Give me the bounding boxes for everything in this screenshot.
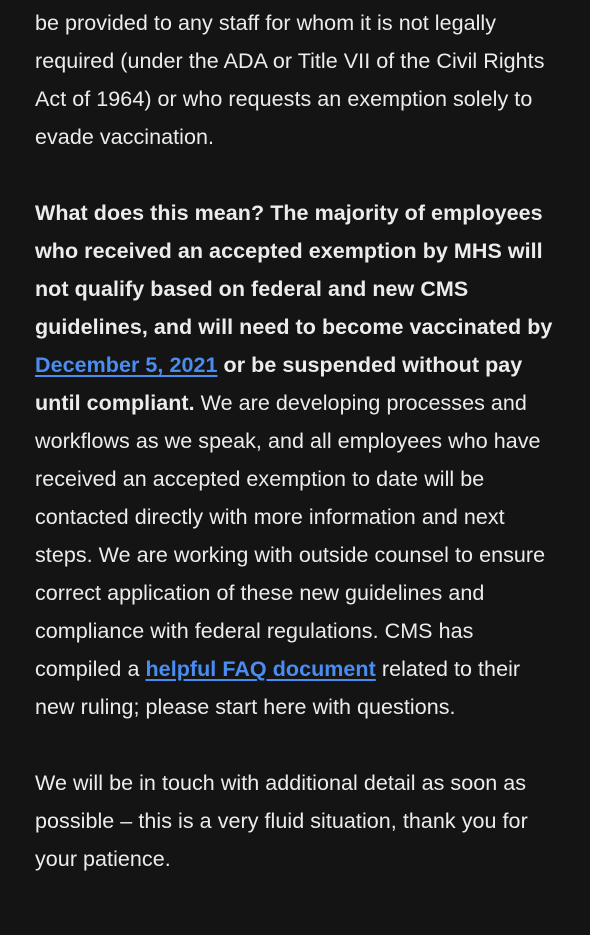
bold-statement-part-2: or be suspended without pay until compliant. [35, 353, 523, 415]
paragraph-closing [35, 764, 565, 878]
paragraph-exemption-policy [35, 4, 565, 156]
email-body [35, 4, 565, 916]
closing-text: We will be in touch with additional detail as soon as possible – this is a very fluid situation, thank you for your patience. [35, 771, 528, 871]
processes-text: We are developing processes and workflows as we speak, and all employees who have received an accepted exemption to date will be contacted directly with more information and next steps. We are working with outside counsel to ensure correct application of these new guidelines and compliance with federal regulations. CMS has compiled a [35, 391, 546, 681]
faq-followup-text: related to their new ruling; please start here with questions. [35, 657, 521, 719]
helpful-faq-document-link[interactable]: helpful FAQ document [145, 657, 376, 681]
december-5-2021-link[interactable]: December 5, 2021 [35, 353, 218, 377]
bold-statement-part-1: What does this mean? The majority of employees who received an accepted exemption by MHS will not qualify based on federal and new CMS guidelines, and will need to become vaccinated by [35, 201, 553, 339]
paragraph-what-does-this-mean [35, 194, 565, 726]
exemption-policy-text: be provided to any staff for whom it is not legally required (under the ADA or Title VII of the Civil Rights Act of 1964) or who requests an exemption solely to evade vaccination. [35, 11, 545, 149]
